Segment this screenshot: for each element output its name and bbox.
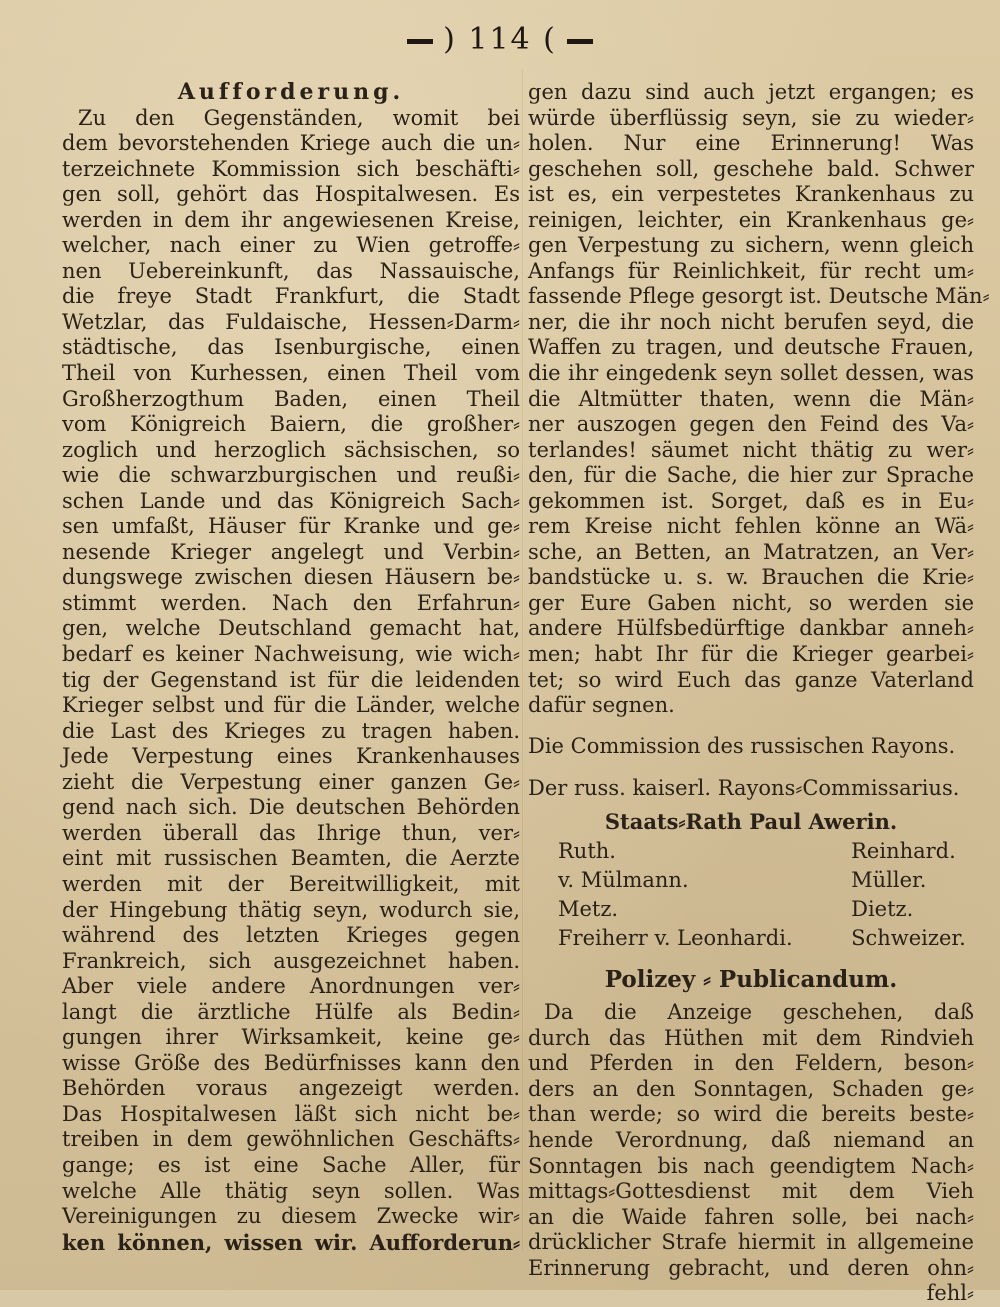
text-line: sche, an Betten, an Matratzen, an Ver⸗ [528, 539, 974, 564]
commission-signature: Die Commission des russischen Rayons. [528, 733, 956, 758]
text-line: wie die schwarzburgischen und reußi⸗ [62, 463, 520, 488]
text-line: gange; es ist eine Sache Aller, für [62, 1152, 520, 1177]
text-line: gen, welche Deutschland gemacht hat, [62, 616, 520, 641]
text-line: ist es, ein verpestetes Krankenhaus zu [528, 182, 974, 207]
text-line: die ihr eingedenk seyn sollet dessen, was [528, 361, 974, 386]
text-line: Vereinigungen zu diesem Zwecke wir⸗ [62, 1204, 520, 1229]
police-notice-body [528, 1000, 974, 1307]
text-line: Frankreich, sich ausgezeichnet haben. [62, 948, 520, 973]
text-line: werden überall das Ihrige thun, ver⸗ [62, 820, 520, 845]
text-line: langt die ärztliche Hülfe als Bedin⸗ [62, 999, 520, 1024]
article-title: Aufforderung. [177, 79, 405, 105]
text-line: Krieger selbst und für die Länder, welche [62, 693, 520, 718]
signatory-right: Schweizer. [851, 925, 966, 950]
text-line: gend nach sich. Die deutschen Behörden [62, 795, 520, 820]
text-line: den, für die Sache, die hier zur Sprache [528, 463, 974, 488]
text-line: gen Verpestung zu sichern, wenn gleich [528, 233, 974, 258]
signatory-row [558, 866, 978, 895]
text-line: ner, die ihr noch nicht berufen seyd, die [528, 309, 974, 334]
section-title: Polizey ⸗ Publicandum. [604, 965, 898, 993]
text-line: gungen ihrer Wirksamkeit, keine ge⸗ [62, 1025, 520, 1050]
text-line: Wetzlar, das Fuldaische, Hessen⸗Darm⸗ [62, 309, 520, 334]
text-line: die freye Stadt Frankfurt, die Stadt [62, 284, 520, 309]
text-line: men; habt Ihr für die Krieger gearbei⸗ [528, 642, 974, 667]
text-line: Großherzogthum Baden, einen Theil [62, 386, 520, 411]
text-line: dungswege zwischen diesen Häusern be⸗ [62, 565, 520, 590]
header-dash-right [567, 39, 593, 44]
right-column [528, 80, 990, 1307]
text-line: rem Kreise nicht fehlen könne an Wä⸗ [528, 514, 974, 539]
text-line: treiben in dem gewöhnlichen Geschäfts⸗ [62, 1127, 520, 1152]
text-line: Aber viele andere Anordnungen ver⸗ [62, 974, 520, 999]
text-line: fassende Pflege gesorgt ist. Deutsche Män⸗ [528, 284, 990, 309]
signatory-right: Müller. [851, 867, 927, 892]
signatory-right: Dietz. [851, 896, 914, 921]
signatories-table [558, 837, 978, 953]
text-line: dafür segnen. [528, 693, 675, 718]
text-line: welche Alle thätig seyn sollen. Was [62, 1178, 520, 1203]
text-line: terzeichnete Kommission sich beschäfti⸗ [62, 156, 520, 181]
text-line: tig der Gegenstand ist für die leidenden [62, 667, 520, 692]
text-line: Anfangs für Reinlichkeit, für recht um⸗ [528, 258, 974, 283]
text-line: gen soll, gehört das Hospitalwesen. Es [62, 182, 520, 207]
text-line: die Last des Krieges zu tragen haben. [62, 718, 520, 743]
article-body [62, 106, 520, 1256]
text-line: durch das Hüthen mit dem Rindvieh [528, 1025, 974, 1050]
text-line: die Altmütter thaten, wenn die Män⸗ [528, 386, 974, 411]
text-line: nen Uebereinkunft, das Nassauische, [62, 258, 520, 283]
text-line: welcher, nach einer zu Wien getroffe⸗ [62, 233, 520, 258]
text-line: nesende Krieger angelegt und Verbin⸗ [62, 539, 520, 564]
commissar-title: Der russ. kaiserl. Rayons⸗Commissarius. [528, 775, 960, 800]
page-number: ) 114 ( [443, 22, 557, 57]
text-line: dem bevorstehenden Kriege auch die un⸗ [62, 131, 520, 156]
signatory-right: Reinhard. [851, 838, 956, 863]
text-line: Erinnerung gebracht, und deren ohn⸗ [528, 1255, 974, 1280]
text-line: andere Hülfsbedürftige dankbar anneh⸗ [528, 616, 974, 641]
text-line: wisse Größe des Bedürfnisses kann den [62, 1050, 520, 1075]
text-line: geschehen soll, geschehe bald. Schwer [528, 156, 974, 181]
text-line: zieht die Verpestung einer ganzen Ge⸗ [62, 769, 520, 794]
text-line: gekommen ist. Sorget, daß es in Eu⸗ [528, 488, 974, 513]
commissar-name: Staats⸗Rath Paul Awerin. [604, 808, 898, 834]
article-continuation [528, 80, 990, 719]
text-line: vom Königreich Baiern, die großher⸗ [62, 412, 520, 437]
text-line: ger Eure Gaben nicht, so werden sie [528, 590, 974, 615]
text-line: Behörden voraus angezeigt werden. [62, 1076, 520, 1101]
text-line: drücklicher Strafe hiermit in allgemeine [528, 1230, 974, 1255]
column-gutter [522, 70, 523, 1250]
signatory-row [558, 924, 978, 953]
signatory-row [558, 837, 978, 866]
text-line: tet; so wird Euch das ganze Vaterland [528, 667, 974, 692]
text-line: bedarf es keiner Nachweisung, wie wich⸗ [62, 642, 520, 667]
text-line: stimmt werden. Nach den Erfahrun⸗ [62, 590, 520, 615]
text-line: ner auszogen gegen den Feind des Va⸗ [528, 412, 974, 437]
text-line: holen. Nur eine Erinnerung! Was [528, 131, 974, 156]
text-line: bandstücke u. s. w. Brauchen die Krie⸗ [528, 565, 974, 590]
page-header [0, 22, 1000, 57]
signatory-left: v. Mülmann. [558, 867, 689, 892]
text-line: mittags⸗Gottesdienst mit dem Vieh [528, 1179, 974, 1204]
text-line: ders an den Sonntagen, Schaden ge⸗ [528, 1076, 974, 1101]
text-line: schen Lande und das Königreich Sach⸗ [62, 488, 520, 513]
signatory-row [558, 895, 978, 924]
text-line: während des letzten Krieges gegen [62, 923, 520, 948]
text-line: eint mit russischen Beamten, die Aerzte [62, 846, 520, 871]
text-line: werden in dem ihr angewiesenen Kreise, [62, 207, 520, 232]
text-line: würde überflüssig seyn, sie zu wieder⸗ [528, 105, 974, 130]
text-line: und Pferden in den Feldern, beson⸗ [528, 1051, 974, 1076]
text-line: an die Waide fahren solle, bei nach⸗ [528, 1204, 974, 1229]
text-line: hende Verordnung, daß niemand an [528, 1127, 974, 1152]
text-line: Jede Verpestung eines Krankenhauses [62, 744, 520, 769]
text-line: gen dazu sind auch jetzt ergangen; es [528, 80, 974, 104]
text-line: Waffen zu tragen, und deutsche Frauen, [528, 335, 974, 360]
text-line: sen umfaßt, Häuser für Kranke und ge⸗ [62, 514, 520, 539]
text-line: zoglich und herzoglich sächsischen, so [62, 437, 520, 462]
text-line: Zu den Gegenständen, womit bei [78, 105, 520, 130]
text-line: Da die Anzeige geschehen, daß [544, 1000, 974, 1025]
text-line: terlandes! säumet nicht thätig zu wer⸗ [528, 437, 974, 462]
header-dash-left [407, 39, 433, 44]
text-line: städtische, das Isenburgische, einen [62, 335, 520, 360]
text-line: reinigen, leichter, ein Krankenhaus ge⸗ [528, 207, 974, 232]
signatory-left: Metz. [558, 896, 619, 921]
signatory-left: Freiherr v. Leonhardi. [558, 925, 793, 950]
text-line: der Hingebung thätig seyn, wodurch sie, [62, 897, 520, 922]
text-line: werden mit der Bereitwilligkeit, mit [62, 871, 520, 896]
text-line: than werde; so wird die bereits beste⸗ [528, 1102, 974, 1127]
text-line: Sonntagen bis nach geendigtem Nach⸗ [528, 1153, 974, 1178]
left-column [62, 80, 520, 1255]
signatory-left: Ruth. [558, 838, 616, 863]
text-line: Theil von Kurhessen, einen Theil vom [62, 361, 520, 386]
text-line: Das Hospitalwesen läßt sich nicht be⸗ [62, 1101, 520, 1126]
catchword: fehl⸗ [926, 1281, 974, 1306]
text-line: ken können, wissen wir. Aufforderun⸗ [62, 1229, 520, 1255]
